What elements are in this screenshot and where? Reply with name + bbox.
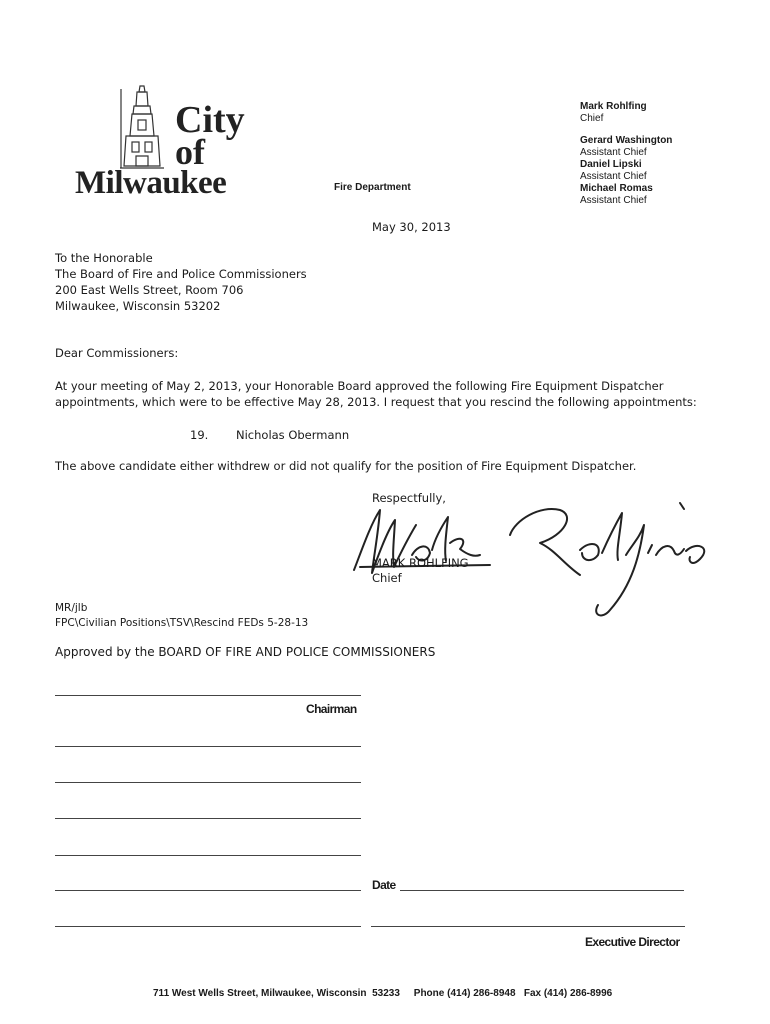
signature-line [55, 782, 361, 783]
signer-title: Chief [372, 571, 402, 585]
closing: Respectfully, [372, 491, 446, 505]
address-line: 200 East Wells Street, Room 706 [55, 283, 244, 297]
staff-name: Daniel Lipski [580, 159, 642, 170]
city-hall-logo-icon [118, 84, 166, 170]
item-name: Nicholas Obermann [236, 428, 350, 442]
address-line: Milwaukee, Wisconsin 53202 [55, 299, 221, 313]
item-number: 19. [190, 428, 209, 442]
staff-title: Assistant Chief [580, 147, 647, 158]
staff-title: Assistant Chief [580, 195, 647, 206]
date-line [400, 890, 684, 891]
staff-name: Gerard Washington [580, 135, 673, 146]
department-label: Fire Department [334, 182, 411, 193]
signature-line [55, 818, 361, 819]
logo-milwaukee-text: Milwaukee [75, 165, 227, 201]
executive-director-label: Executive Director [585, 935, 680, 949]
address-line: The Board of Fire and Police Commissioners [55, 267, 307, 281]
staff-title: Chief [580, 113, 604, 124]
signature-line [55, 890, 361, 891]
logo-of-text: of [175, 132, 205, 172]
staff-name: Mark Rohlfing [580, 101, 647, 112]
footer [153, 988, 612, 999]
date-label: Date [372, 878, 396, 892]
signature-line [55, 746, 361, 747]
paragraph-line: At your meeting of May 2, 2013, your Honorable Board approved the following Fire Equipment Dispatcher [55, 379, 664, 393]
address-line: To the Honorable [55, 251, 153, 265]
approval-heading: Approved by the BOARD OF FIRE AND POLICE COMMISSIONERS [55, 645, 436, 659]
logo-city-text: City [175, 99, 245, 141]
reference-path: FPC\Civilian Positions\TSV\Rescind FEDs 5-28-13 [55, 617, 309, 629]
letter-date: May 30, 2013 [372, 220, 451, 234]
greeting: Dear Commissioners: [55, 346, 179, 360]
reference-initials: MR/jlb [55, 602, 88, 614]
chairman-label: Chairman [306, 702, 357, 716]
body-paragraph-1 [55, 378, 705, 410]
paragraph-line: appointments, which were to be effective May 28, 2013. I request that you rescind the following appointments: [55, 395, 697, 409]
executive-signature-line [371, 926, 685, 927]
footer-phone: Phone (414) 286-8948 [413, 988, 516, 999]
staff-name: Michael Romas [580, 183, 653, 194]
staff-title: Assistant Chief [580, 171, 647, 182]
signature-line [55, 926, 361, 927]
body-paragraph-2: The above candidate either withdrew or did not qualify for the position of Fire Equipment Dispatcher. [55, 459, 637, 473]
signer-name: MARK ROHLFING [372, 556, 469, 570]
footer-fax: Fax (414) 286-8996 [523, 988, 613, 999]
recipient-address [55, 250, 307, 314]
signature-line [55, 855, 361, 856]
staff-list [580, 101, 672, 207]
signature-line [55, 695, 361, 696]
footer-address: 711 West Wells Street, Milwaukee, Wisconsin 53233 [153, 988, 400, 999]
